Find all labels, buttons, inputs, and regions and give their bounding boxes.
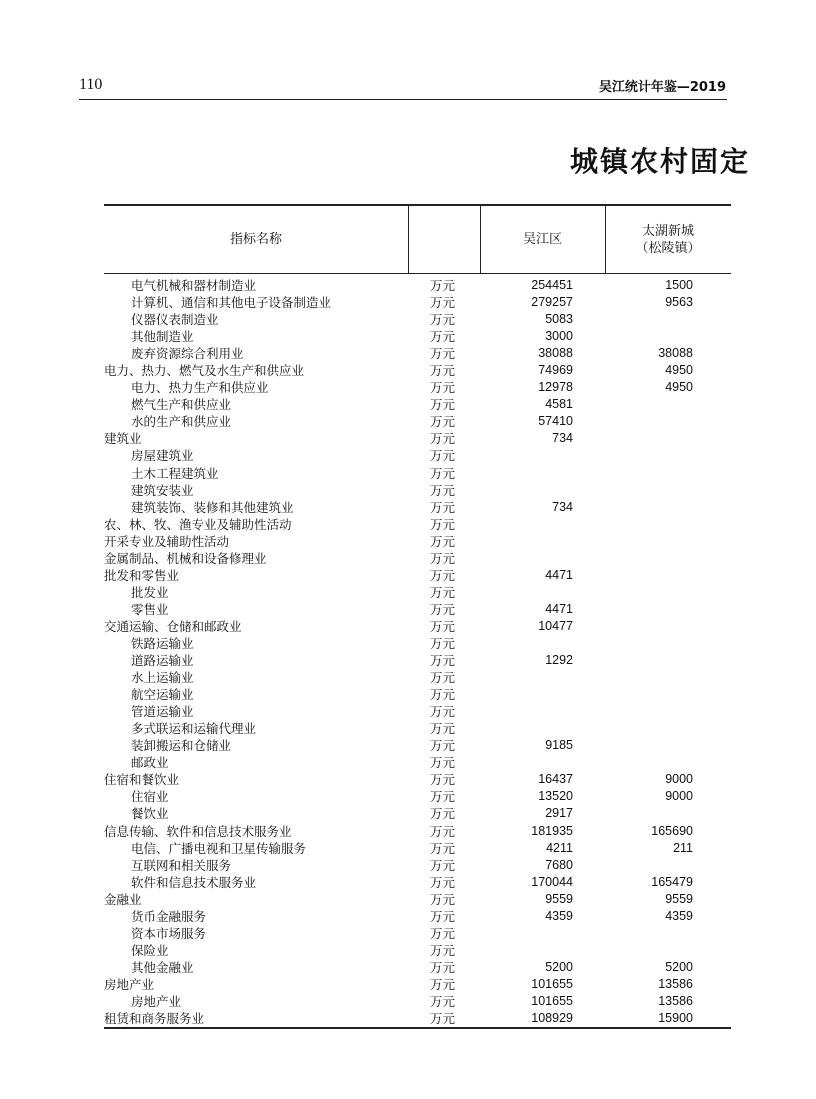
table-row [104, 430, 731, 447]
row-label: 计算机、通信和其他电子设备制造业 [131, 295, 332, 311]
table-row [104, 840, 731, 857]
value-wujiang: 279257 [531, 295, 573, 310]
row-label: 建筑安装业 [131, 482, 194, 498]
row-unit: 万元 [430, 1011, 456, 1027]
row-label: 住宿业 [131, 789, 169, 805]
table-row [104, 720, 731, 737]
row-label: 批发业 [131, 584, 169, 600]
table-row [104, 465, 731, 482]
header-rule [79, 99, 727, 100]
table-row [104, 993, 731, 1010]
row-unit: 万元 [430, 516, 456, 532]
value-wujiang: 7680 [545, 857, 573, 872]
row-label: 住宿和餐饮业 [104, 772, 180, 788]
row-unit: 万元 [430, 346, 456, 362]
row-unit: 万元 [430, 653, 456, 669]
table-row [104, 413, 731, 430]
row-label: 开采专业及辅助性活动 [104, 533, 230, 549]
value-taihu: 4950 [665, 380, 693, 395]
table-row [104, 669, 731, 686]
row-unit: 万元 [430, 959, 456, 975]
column-header-wujiang: 吴江区 [522, 232, 562, 247]
row-unit: 万元 [430, 942, 456, 958]
running-title: 吴江统计年鉴—2019 [598, 80, 726, 95]
value-wujiang: 38088 [538, 346, 573, 361]
table-row [104, 857, 731, 874]
row-unit: 万元 [430, 840, 456, 856]
value-taihu: 15900 [658, 1011, 693, 1026]
value-wujiang: 2917 [545, 806, 573, 821]
row-label: 建筑装饰、装修和其他建筑业 [131, 499, 294, 515]
row-label: 批发和零售业 [104, 567, 180, 583]
row-label: 其他金融业 [131, 959, 194, 975]
value-wujiang: 101655 [531, 993, 573, 1008]
value-wujiang: 108929 [531, 1011, 573, 1026]
table-body [104, 274, 731, 1029]
row-unit: 万元 [430, 925, 456, 941]
row-label: 交通运输、仓储和邮政业 [104, 618, 242, 634]
row-label: 铁路运输业 [131, 635, 194, 651]
row-label: 金融业 [104, 891, 142, 907]
table-row [104, 686, 731, 703]
row-unit: 万元 [430, 635, 456, 651]
value-taihu: 4950 [665, 363, 693, 378]
table-row [104, 976, 731, 993]
value-taihu: 9563 [665, 295, 693, 310]
value-taihu: 9000 [665, 772, 693, 787]
value-wujiang: 57410 [538, 414, 573, 429]
row-unit: 万元 [430, 618, 456, 634]
row-unit: 万元 [430, 380, 456, 396]
table-row [104, 925, 731, 942]
table-row [104, 823, 731, 840]
row-unit: 万元 [430, 857, 456, 873]
table-row [104, 874, 731, 891]
column-header-taihu-line: 太湖新城 [641, 223, 694, 239]
row-unit: 万元 [430, 891, 456, 907]
table-row [104, 396, 731, 413]
section-title: 城镇农村固定 [570, 145, 751, 178]
value-wujiang: 734 [552, 499, 573, 514]
row-unit: 万元 [430, 550, 456, 566]
table-row [104, 703, 731, 720]
table-row [104, 328, 731, 345]
row-label: 租赁和商务服务业 [104, 1011, 205, 1027]
table-row [104, 584, 731, 601]
table-row [104, 294, 731, 311]
table-row [104, 942, 731, 959]
row-label: 建筑业 [104, 431, 142, 447]
value-wujiang: 12978 [538, 380, 573, 395]
row-label: 零售业 [131, 601, 169, 617]
row-label: 电力、热力生产和供应业 [131, 380, 269, 396]
row-unit: 万元 [430, 431, 456, 447]
row-label: 电气机械和器材制造业 [131, 278, 257, 293]
row-unit: 万元 [430, 823, 456, 839]
value-wujiang: 16437 [538, 772, 573, 787]
value-taihu: 38088 [658, 346, 693, 361]
table-row [104, 311, 731, 328]
row-label: 互联网和相关服务 [131, 857, 232, 873]
row-label: 其他制造业 [131, 329, 194, 345]
row-label: 房屋建筑业 [131, 448, 194, 464]
row-unit: 万元 [430, 499, 456, 515]
row-label: 农、林、牧、渔专业及辅助性活动 [104, 516, 292, 532]
row-label: 房地产业 [104, 976, 155, 992]
table-row [104, 516, 731, 533]
table-row [104, 447, 731, 464]
row-unit: 万元 [430, 704, 456, 720]
row-unit: 万元 [430, 397, 456, 413]
table-row [104, 345, 731, 362]
row-unit: 万元 [430, 295, 456, 311]
value-wujiang: 101655 [531, 976, 573, 991]
value-taihu: 4359 [665, 908, 693, 923]
table-row [104, 379, 731, 396]
row-unit: 万元 [430, 789, 456, 805]
table-row [104, 652, 731, 669]
column-header-taihu-line: （松陵镇） [635, 240, 701, 256]
value-wujiang: 170044 [531, 874, 573, 889]
table-row [104, 618, 731, 635]
value-taihu: 211 [673, 840, 693, 855]
row-label: 水的生产和供应业 [131, 414, 232, 430]
column-header-taihu [605, 206, 731, 273]
row-label: 道路运输业 [131, 653, 194, 669]
row-unit: 万元 [430, 874, 456, 890]
table-row [104, 533, 731, 550]
value-wujiang: 3000 [545, 329, 573, 344]
row-unit: 万元 [430, 755, 456, 771]
value-taihu: 5200 [665, 959, 693, 974]
row-label: 邮政业 [131, 755, 169, 771]
row-unit: 万元 [430, 687, 456, 703]
table-row [104, 482, 731, 499]
row-unit: 万元 [430, 567, 456, 583]
row-label: 资本市场服务 [131, 925, 207, 941]
row-label: 电力、热力、燃气及水生产和供应业 [104, 363, 305, 379]
value-taihu: 9559 [665, 891, 693, 906]
row-label: 餐饮业 [131, 806, 169, 822]
table-row [104, 601, 731, 618]
row-label: 装卸搬运和仓储业 [131, 738, 232, 754]
value-wujiang: 13520 [538, 789, 573, 804]
row-unit: 万元 [430, 721, 456, 737]
value-wujiang: 5083 [545, 312, 573, 327]
table-row [104, 499, 731, 516]
value-wujiang: 1292 [545, 653, 573, 668]
row-unit: 万元 [430, 738, 456, 754]
value-wujiang: 9559 [545, 891, 573, 906]
row-label: 货币金融服务 [131, 908, 207, 924]
value-wujiang: 734 [552, 431, 573, 446]
row-unit: 万元 [430, 908, 456, 924]
row-label: 仪器仪表制造业 [131, 312, 219, 328]
row-label: 电信、广播电视和卫星传输服务 [131, 840, 307, 856]
row-label: 金属制品、机械和设备修理业 [104, 550, 267, 566]
row-unit: 万元 [430, 312, 456, 328]
row-label: 软件和信息技术服务业 [131, 874, 257, 890]
column-header-name: 指标名称 [229, 232, 282, 247]
value-wujiang: 254451 [531, 278, 573, 292]
row-unit: 万元 [430, 448, 456, 464]
row-label: 土木工程建筑业 [131, 465, 219, 481]
row-label: 保险业 [131, 942, 169, 958]
value-wujiang: 4471 [545, 567, 573, 582]
row-unit: 万元 [430, 414, 456, 430]
table-row [104, 959, 731, 976]
row-unit: 万元 [430, 533, 456, 549]
table-row [104, 805, 731, 822]
row-unit: 万元 [430, 584, 456, 600]
row-unit: 万元 [430, 482, 456, 498]
row-label: 燃气生产和供应业 [131, 397, 232, 413]
value-taihu: 13586 [658, 976, 693, 991]
value-taihu: 9000 [665, 789, 693, 804]
table-row [104, 891, 731, 908]
row-unit: 万元 [430, 601, 456, 617]
row-unit: 万元 [430, 329, 456, 345]
row-unit: 万元 [430, 363, 456, 379]
table-row [104, 550, 731, 567]
table-row [104, 754, 731, 771]
value-wujiang: 4581 [545, 397, 573, 412]
table-row [104, 277, 731, 294]
value-wujiang: 181935 [531, 823, 573, 838]
row-label: 水上运输业 [131, 670, 194, 686]
value-wujiang: 4211 [546, 840, 573, 855]
value-taihu: 165479 [651, 874, 693, 889]
table-header [104, 204, 731, 274]
value-wujiang: 74969 [538, 363, 573, 378]
row-label: 航空运输业 [131, 687, 194, 703]
row-label: 信息传输、软件和信息技术服务业 [104, 823, 292, 839]
value-wujiang: 9185 [545, 738, 573, 753]
row-label: 管道运输业 [131, 704, 194, 720]
row-unit: 万元 [430, 993, 456, 1009]
table-row [104, 635, 731, 652]
table-row [104, 788, 731, 805]
value-wujiang: 5200 [545, 959, 573, 974]
table-row [104, 771, 731, 788]
row-unit: 万元 [430, 976, 456, 992]
page-number: 110 [79, 76, 103, 93]
row-unit: 万元 [430, 806, 456, 822]
column-header-unit [408, 206, 480, 273]
value-taihu: 165690 [651, 823, 693, 838]
row-label: 房地产业 [131, 993, 182, 1009]
statistics-table [104, 204, 731, 1029]
row-label: 废弃资源综合利用业 [131, 346, 244, 362]
row-label: 多式联运和运输代理业 [131, 721, 257, 737]
value-taihu: 13586 [658, 993, 693, 1008]
value-wujiang: 10477 [538, 618, 573, 633]
row-unit: 万元 [430, 465, 456, 481]
row-unit: 万元 [430, 670, 456, 686]
table-row [104, 362, 731, 379]
row-unit: 万元 [430, 278, 456, 293]
row-unit: 万元 [430, 772, 456, 788]
table-row [104, 1010, 731, 1027]
table-row [104, 908, 731, 925]
table-row [104, 737, 731, 754]
value-wujiang: 4359 [545, 908, 573, 923]
value-taihu: 1500 [665, 278, 693, 292]
value-wujiang: 4471 [545, 601, 573, 616]
table-row [104, 567, 731, 584]
